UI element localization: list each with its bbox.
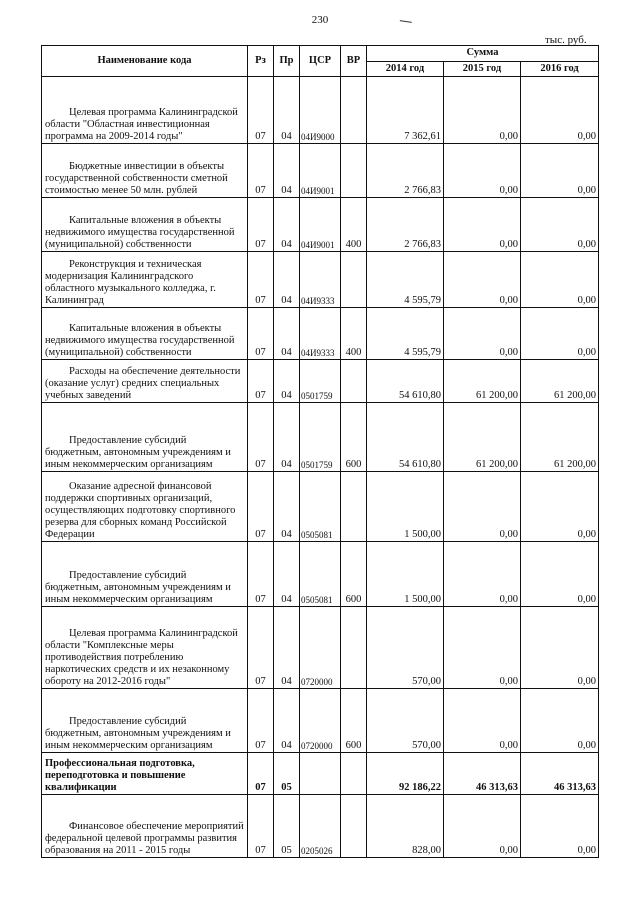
row-2014: 1 500,00 (367, 472, 444, 542)
row-pr: 04 (274, 689, 300, 753)
row-csr: 0720000 (300, 689, 341, 753)
row-2015: 0,00 (444, 77, 521, 144)
row-vr: 400 (341, 308, 367, 360)
row-2016: 46 313,63 (521, 753, 599, 795)
row-2016: 0,00 (521, 252, 599, 308)
table-row (42, 403, 599, 472)
row-2014: 570,00 (367, 607, 444, 689)
row-2016: 0,00 (521, 198, 599, 252)
row-vr (341, 252, 367, 308)
table-row (42, 542, 599, 607)
row-pr: 04 (274, 607, 300, 689)
row-2016: 0,00 (521, 144, 599, 198)
row-2014: 92 186,22 (367, 753, 444, 795)
row-2014: 4 595,79 (367, 252, 444, 308)
table-row (42, 689, 599, 753)
table-row (42, 308, 599, 360)
row-pr: 04 (274, 542, 300, 607)
row-2015: 0,00 (444, 689, 521, 753)
unit-label: тыс. руб. (545, 34, 587, 46)
row-vr (341, 795, 367, 858)
row-2014: 828,00 (367, 795, 444, 858)
row-2016: 61 200,00 (521, 360, 599, 403)
row-2016: 0,00 (521, 689, 599, 753)
row-rz: 07 (248, 144, 274, 198)
row-2016: 0,00 (521, 542, 599, 607)
row-csr: 04И9333 (300, 308, 341, 360)
row-2015: 61 200,00 (444, 360, 521, 403)
row-vr (341, 77, 367, 144)
row-pr: 04 (274, 403, 300, 472)
row-2014: 2 766,83 (367, 144, 444, 198)
row-csr: 0720000 (300, 607, 341, 689)
table-row (42, 77, 599, 144)
row-name: Целевая программа Калининградской области "Комплексные меры противодействия потреблению наркотических средств и их незаконному обороту на 2012-2016 годы" (42, 607, 248, 689)
table-row (42, 753, 599, 795)
row-2016: 61 200,00 (521, 403, 599, 472)
row-name: Целевая программа Калининградской области "Областная инвестиционная программа на 2009-2014 годы" (42, 77, 248, 144)
row-name: Оказание адресной финансовой поддержки спортивных организаций, осуществляющих подготовку спортивного резерва для сборных команд Российской Федерации (42, 472, 248, 542)
budget-table (41, 45, 599, 858)
row-2015: 46 313,63 (444, 753, 521, 795)
table-row (42, 795, 599, 858)
row-csr (300, 753, 341, 795)
header-2014: 2014 год (367, 61, 444, 77)
row-csr: 0205026 (300, 795, 341, 858)
row-pr: 05 (274, 795, 300, 858)
pen-mark (400, 17, 412, 23)
row-name: Предоставление субсидий бюджетным, автономным учреждениям и иным некоммерческим организациям (42, 689, 248, 753)
row-name: Капитальные вложения в объекты недвижимого имущества государственной (муниципальной) собственности (42, 308, 248, 360)
row-rz: 07 (248, 360, 274, 403)
header-vr: ВР (341, 46, 367, 77)
row-csr: 04И9001 (300, 198, 341, 252)
row-csr: 0505081 (300, 542, 341, 607)
row-name: Предоставление субсидий бюджетным, автономным учреждениям и иным некоммерческим организациям (42, 403, 248, 472)
row-name: Расходы на обеспечение деятельности (оказание услуг) средних специальных учебных заведений (42, 360, 248, 403)
row-2016: 0,00 (521, 795, 599, 858)
row-name: Профессиональная подготовка, переподготовка и повышение квалификации (42, 753, 248, 795)
row-csr: 04И9333 (300, 252, 341, 308)
row-rz: 07 (248, 795, 274, 858)
table-row (42, 198, 599, 252)
row-2014: 4 595,79 (367, 308, 444, 360)
table-row (42, 607, 599, 689)
table-row (42, 360, 599, 403)
row-name: Капитальные вложения в объекты недвижимого имущества государственной (муниципальной) собственности (42, 198, 248, 252)
header-rz: Рз (248, 46, 274, 77)
row-name: Бюджетные инвестиции в объекты государственной собственности сметной стоимостью менее 50 млн. рублей (42, 144, 248, 198)
row-pr: 04 (274, 77, 300, 144)
row-2015: 0,00 (444, 607, 521, 689)
row-pr: 04 (274, 308, 300, 360)
row-vr: 600 (341, 403, 367, 472)
row-name: Реконструкция и техническая модернизация Калининградского областного музыкального колледжа, г. Калининград (42, 252, 248, 308)
row-rz: 07 (248, 472, 274, 542)
row-rz: 07 (248, 689, 274, 753)
row-2015: 61 200,00 (444, 403, 521, 472)
row-2014: 1 500,00 (367, 542, 444, 607)
row-rz: 07 (248, 753, 274, 795)
header-name: Наименование кода (42, 46, 248, 77)
row-pr: 04 (274, 252, 300, 308)
row-vr (341, 753, 367, 795)
row-rz: 07 (248, 542, 274, 607)
row-rz: 07 (248, 252, 274, 308)
row-rz: 07 (248, 198, 274, 252)
row-2014: 570,00 (367, 689, 444, 753)
row-csr: 0501759 (300, 403, 341, 472)
row-csr: 04И9001 (300, 144, 341, 198)
header-2016: 2016 год (521, 61, 599, 77)
row-pr: 05 (274, 753, 300, 795)
row-2016: 0,00 (521, 77, 599, 144)
row-2015: 0,00 (444, 144, 521, 198)
row-vr (341, 472, 367, 542)
row-pr: 04 (274, 144, 300, 198)
row-2014: 54 610,80 (367, 360, 444, 403)
row-name: Предоставление субсидий бюджетным, автономным учреждениям и иным некоммерческим организациям (42, 542, 248, 607)
header-sum: Сумма (367, 46, 599, 62)
table-row (42, 252, 599, 308)
row-vr: 600 (341, 689, 367, 753)
row-pr: 04 (274, 360, 300, 403)
row-pr: 04 (274, 198, 300, 252)
row-2015: 0,00 (444, 198, 521, 252)
table-row (42, 472, 599, 542)
row-2016: 0,00 (521, 308, 599, 360)
row-vr (341, 144, 367, 198)
row-name: Финансовое обеспечение мероприятий федеральной целевой программы развития образования на 2011 - 2015 годы (42, 795, 248, 858)
row-csr: 0501759 (300, 360, 341, 403)
row-2016: 0,00 (521, 607, 599, 689)
row-pr: 04 (274, 472, 300, 542)
row-rz: 07 (248, 308, 274, 360)
header-pr: Пр (274, 46, 300, 77)
row-vr (341, 607, 367, 689)
page-number: 230 (311, 14, 329, 26)
row-2014: 2 766,83 (367, 198, 444, 252)
row-rz: 07 (248, 77, 274, 144)
row-csr: 04И9000 (300, 77, 341, 144)
row-vr: 600 (341, 542, 367, 607)
row-2015: 0,00 (444, 542, 521, 607)
row-2015: 0,00 (444, 252, 521, 308)
row-csr: 0505081 (300, 472, 341, 542)
row-rz: 07 (248, 403, 274, 472)
row-2015: 0,00 (444, 795, 521, 858)
row-2014: 7 362,61 (367, 77, 444, 144)
row-2014: 54 610,80 (367, 403, 444, 472)
row-2016: 0,00 (521, 472, 599, 542)
header-csr: ЦСР (300, 46, 341, 77)
row-rz: 07 (248, 607, 274, 689)
table-row (42, 144, 599, 198)
row-2015: 0,00 (444, 472, 521, 542)
row-2015: 0,00 (444, 308, 521, 360)
row-vr (341, 360, 367, 403)
row-vr: 400 (341, 198, 367, 252)
header-2015: 2015 год (444, 61, 521, 77)
